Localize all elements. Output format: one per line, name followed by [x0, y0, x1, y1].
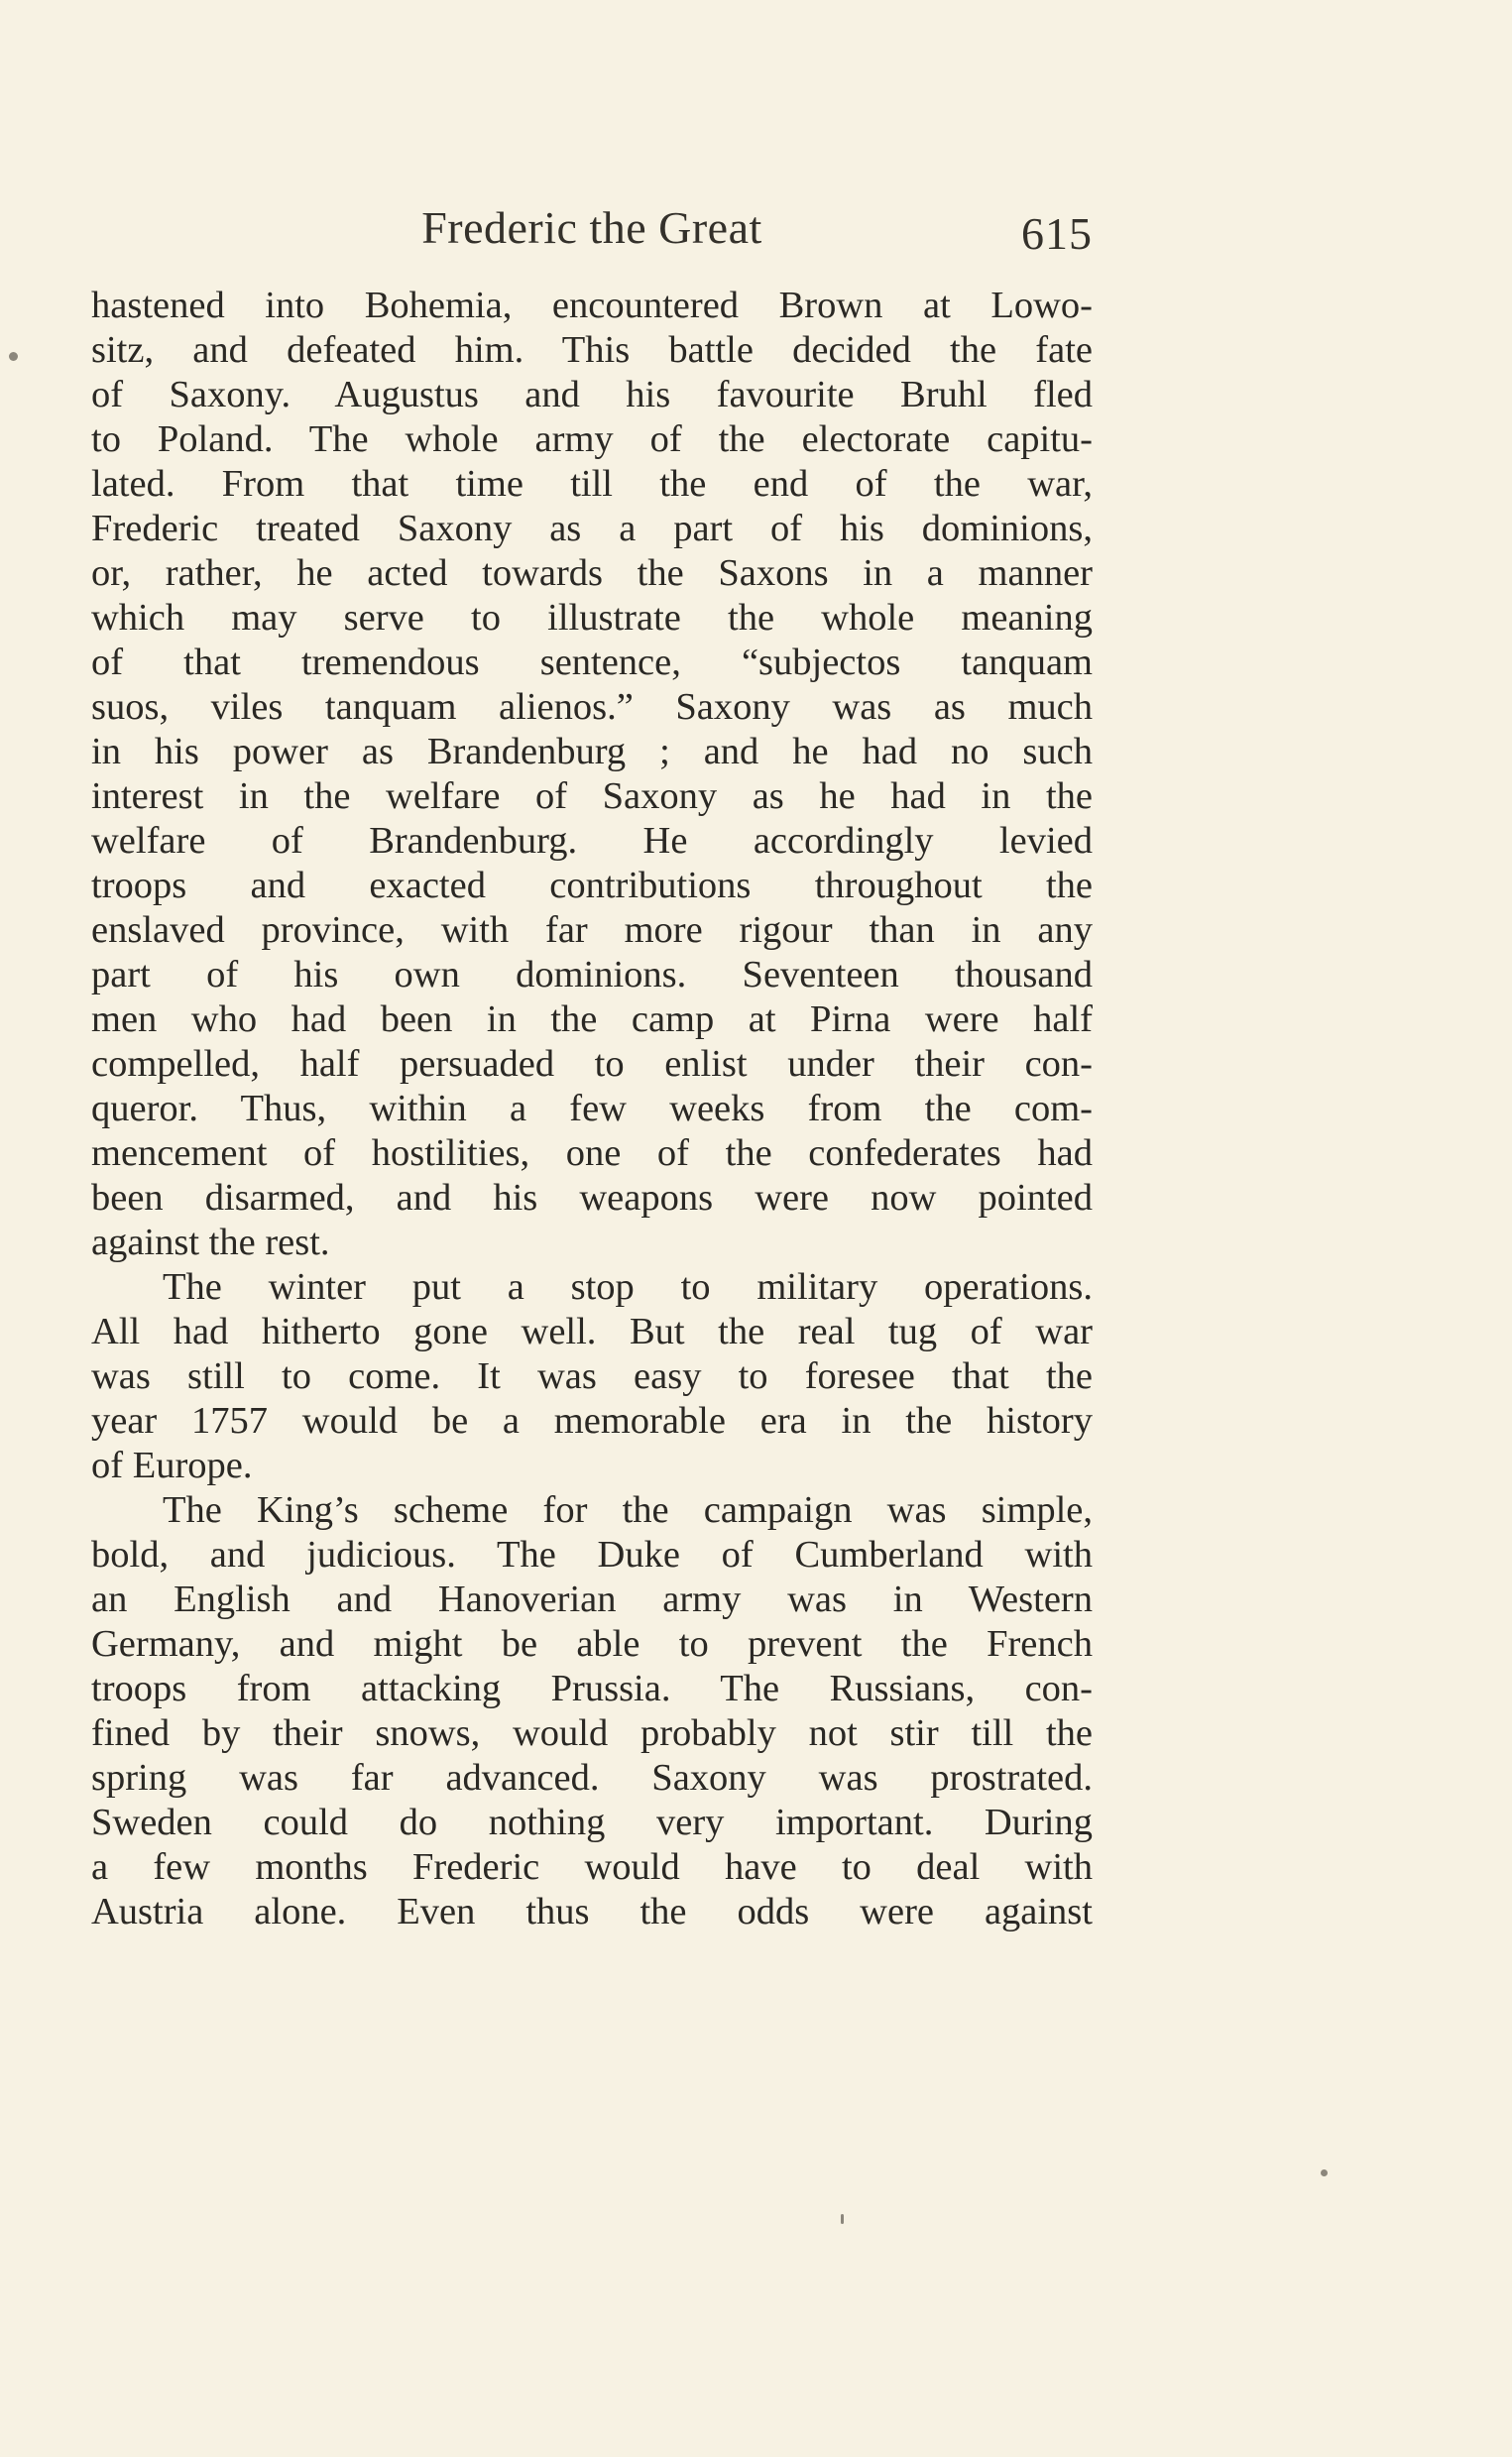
text-line: spring was far advanced. Saxony was prostrated. — [91, 1757, 1093, 1799]
text-line: part of his own dominions. Seventeen thousand — [91, 954, 1093, 995]
text-line: lated. From that time till the end of the war, — [91, 463, 1093, 505]
text-line: was still to come. It was easy to foresee that the — [91, 1355, 1093, 1397]
text-line: troops from attacking Prussia. The Russians, con- — [91, 1668, 1093, 1709]
text-line: been disarmed, and his weapons were now pointed — [91, 1177, 1093, 1219]
page-number: 615 — [1021, 208, 1093, 259]
text-line: Germany, and might be able to prevent the French — [91, 1623, 1093, 1665]
text-line: welfare of Brandenburg. He accordingly levied — [91, 820, 1093, 862]
paper-speck — [1321, 2169, 1328, 2176]
text-line: fined by their snows, would probably not stir till the — [91, 1712, 1093, 1754]
paragraph-start-line: The winter put a stop to military operations. — [163, 1266, 1093, 1308]
text-line: mencement of hostilities, one of the confederates had — [91, 1132, 1093, 1174]
text-line: in his power as Brandenburg ; and he had no such — [91, 731, 1093, 772]
text-line: sitz, and defeated him. This battle decided the fate — [91, 329, 1093, 371]
text-line: men who had been in the camp at Pirna were half — [91, 998, 1093, 1040]
text-line: Sweden could do nothing very important. During — [91, 1802, 1093, 1843]
text-line: All had hitherto gone well. But the real tug of war — [91, 1311, 1093, 1352]
text-line: Frederic treated Saxony as a part of his dominions, — [91, 508, 1093, 549]
paragraph-end-line: of Europe. — [91, 1445, 253, 1486]
running-title: Frederic the Great — [421, 202, 762, 253]
text-line: suos, viles tanquam alienos.” Saxony was as much — [91, 686, 1093, 728]
text-line: compelled, half persuaded to enlist under their con- — [91, 1043, 1093, 1085]
text-line: of Saxony. Augustus and his favourite Bruhl fled — [91, 374, 1093, 415]
text-line: year 1757 would be a memorable era in the history — [91, 1400, 1093, 1442]
text-line: a few months Frederic would have to deal with — [91, 1846, 1093, 1888]
text-line: which may serve to illustrate the whole meaning — [91, 597, 1093, 639]
paragraph-start-line: The King’s scheme for the campaign was simple, — [163, 1489, 1093, 1531]
paragraph-end-line: against the rest. — [91, 1222, 330, 1263]
text-line: queror. Thus, within a few weeks from the com- — [91, 1088, 1093, 1129]
text-line: or, rather, he acted towards the Saxons in a manner — [91, 552, 1093, 594]
text-line: troops and exacted contributions throughout the — [91, 865, 1093, 906]
text-line: to Poland. The whole army of the electorate capitu- — [91, 418, 1093, 460]
text-line: an English and Hanoverian army was in Western — [91, 1579, 1093, 1620]
text-line: interest in the welfare of Saxony as he had in the — [91, 775, 1093, 817]
text-line: bold, and judicious. The Duke of Cumberland with — [91, 1534, 1093, 1576]
text-line: hastened into Bohemia, encountered Brown at Lowo- — [91, 285, 1093, 326]
body-text — [91, 284, 1093, 1934]
paper-speck — [9, 352, 18, 361]
text-line: Austria alone. Even thus the odds were against — [91, 1891, 1093, 1932]
paper-speck — [841, 2214, 844, 2224]
text-line: of that tremendous sentence, “subjectos tanquam — [91, 642, 1093, 683]
text-line: enslaved province, with far more rigour than in any — [91, 909, 1093, 951]
running-head — [91, 196, 1093, 260]
